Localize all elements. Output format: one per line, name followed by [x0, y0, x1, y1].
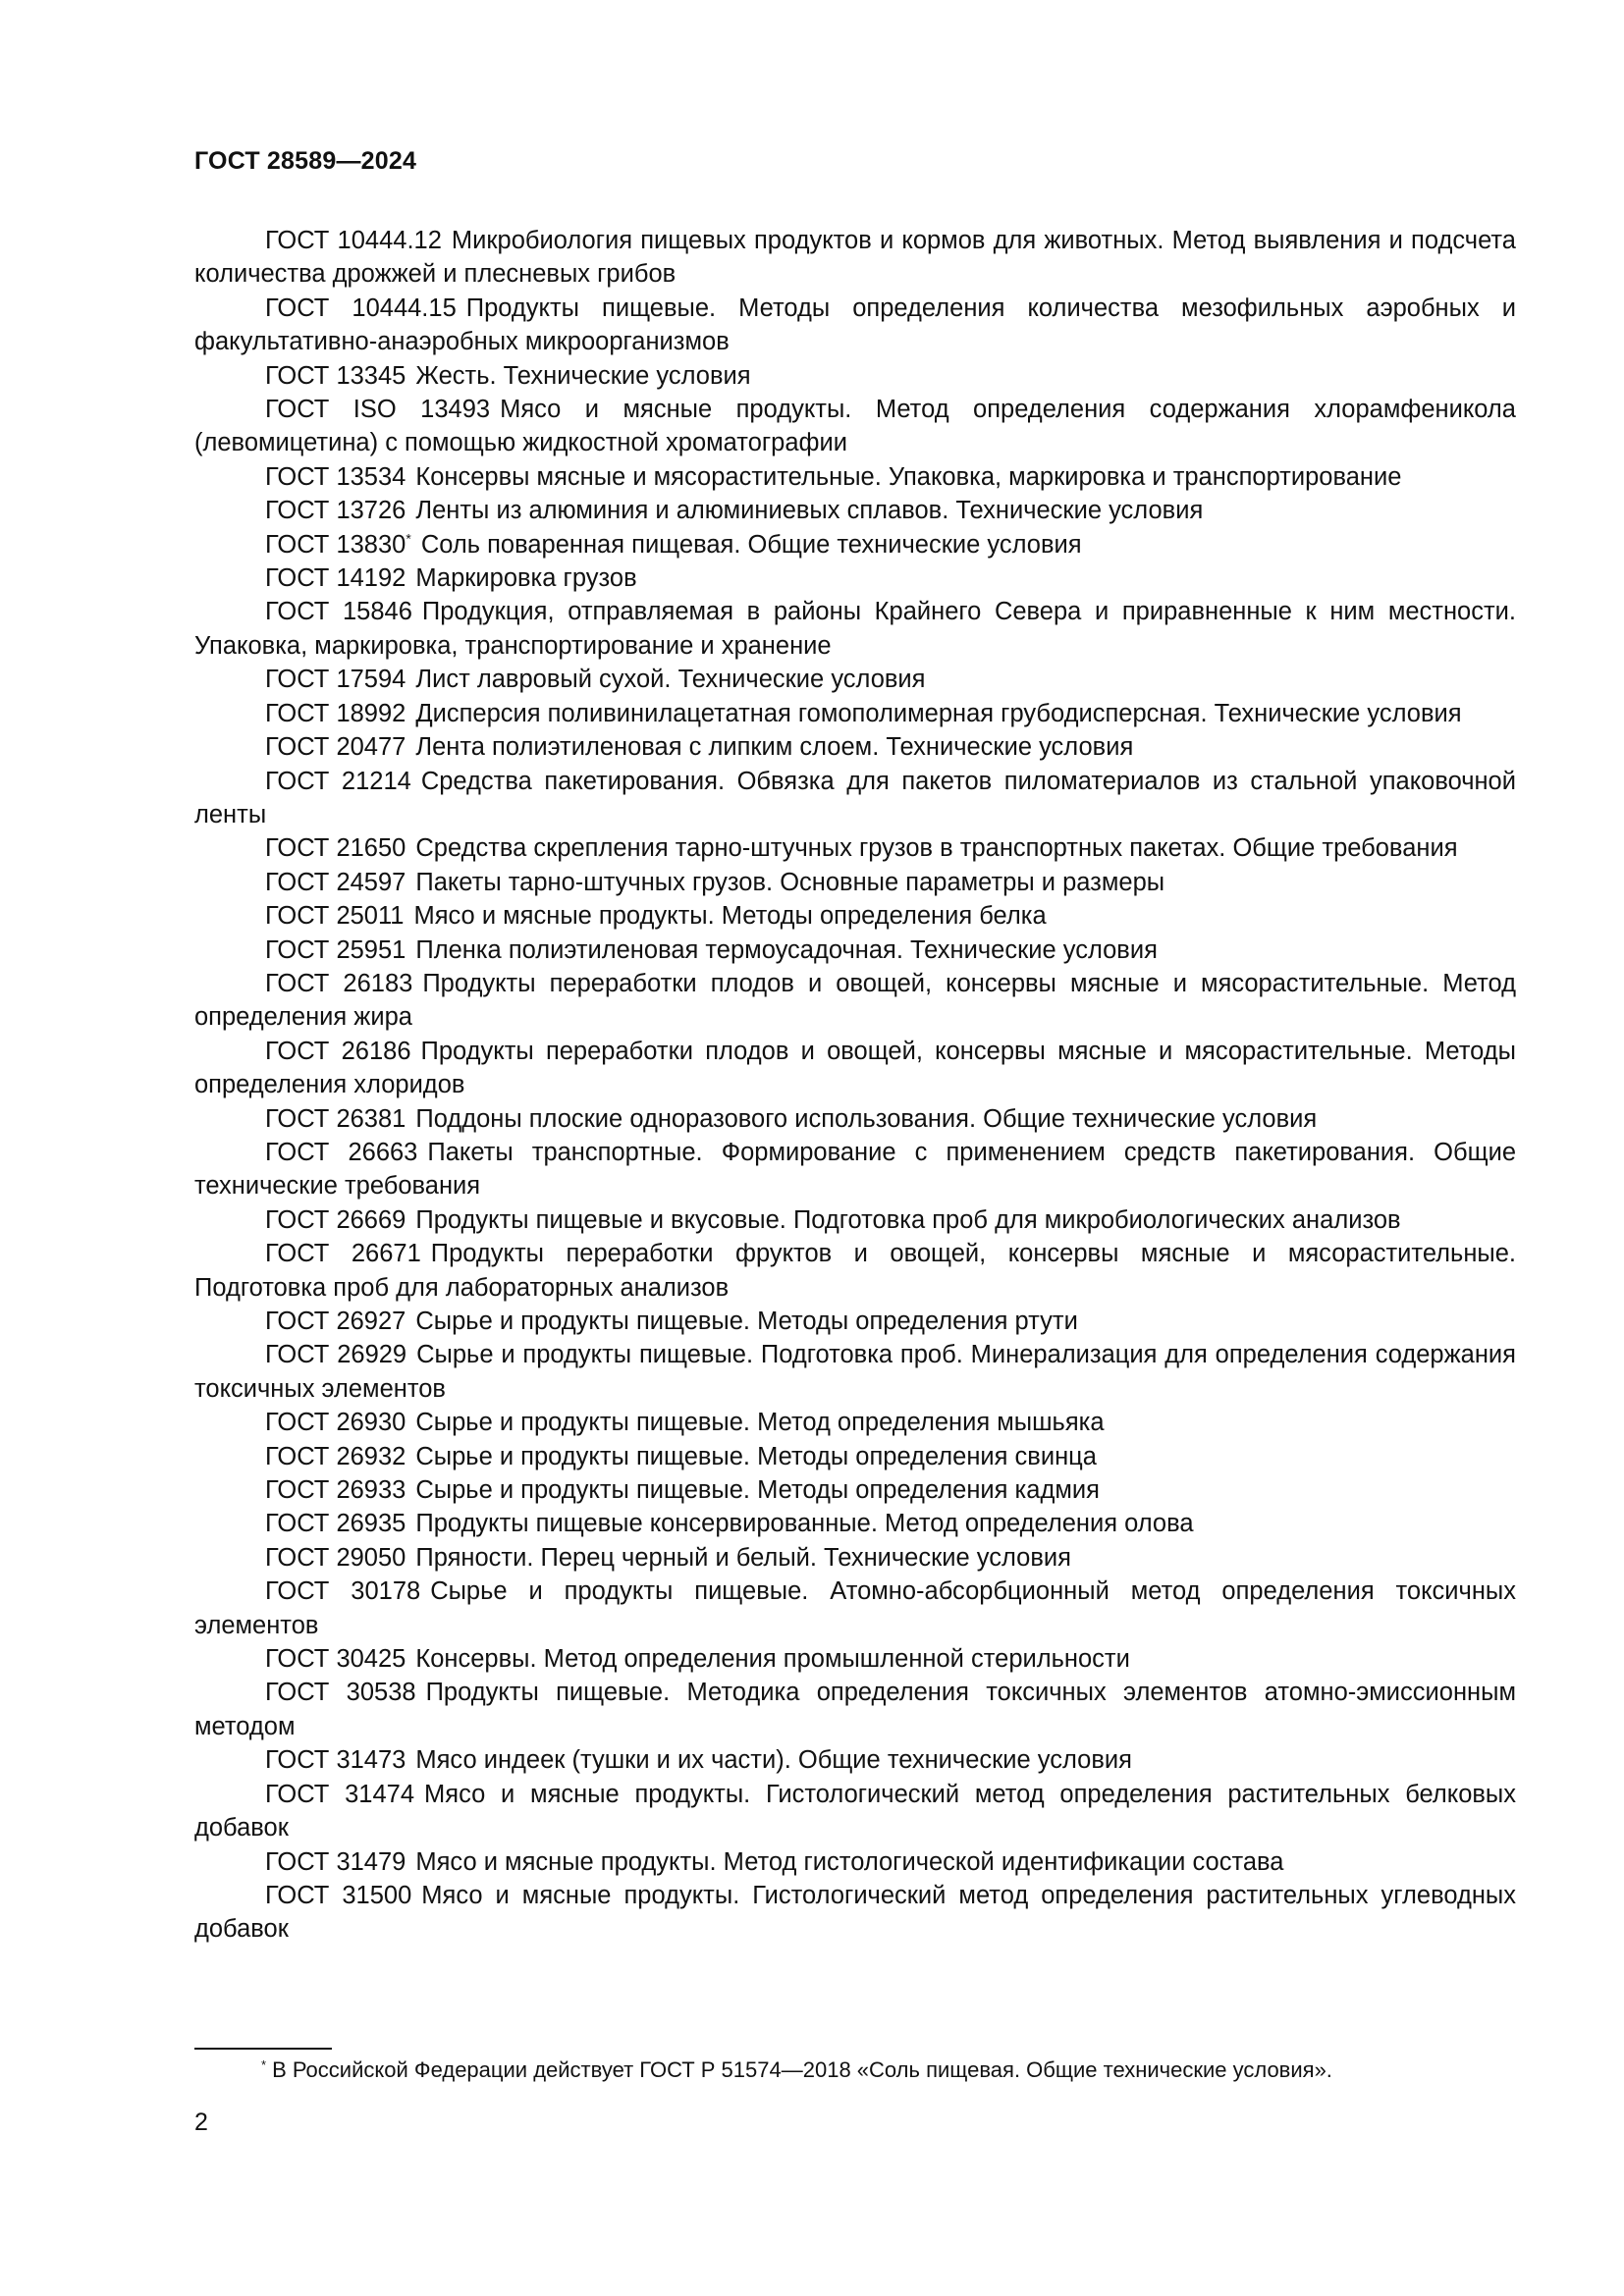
reference-item [194, 967, 1516, 1035]
reference-title: Пряности. Перец черный и белый. Технические условия [415, 1543, 1071, 1572]
reference-item [194, 1237, 1516, 1305]
reference-item [194, 1541, 1516, 1575]
reference-code: ГОСТ 13534 [265, 462, 406, 491]
reference-item [194, 1338, 1516, 1406]
reference-item [194, 730, 1516, 764]
footnote-reference-mark: * [406, 530, 411, 547]
reference-item [194, 1305, 1516, 1338]
reference-item [194, 866, 1516, 899]
footnote-divider [194, 2048, 332, 2050]
reference-code: ГОСТ 26381 [265, 1104, 406, 1133]
reference-item [194, 494, 1516, 527]
reference-title: Поддоны плоские одноразового использования. Общие технические условия [415, 1104, 1318, 1133]
document-header: ГОСТ 28589—2024 [194, 147, 417, 175]
reference-code: ГОСТ 13726 [265, 497, 406, 525]
reference-title: Пакеты тарно-штучных грузов. Основные параметры и размеры [415, 868, 1165, 896]
reference-code: ГОСТ 25951 [265, 935, 406, 964]
reference-code: ГОСТ 29050 [265, 1543, 406, 1572]
reference-code: ГОСТ 14192 [265, 564, 406, 593]
reference-item [194, 934, 1516, 967]
reference-item [194, 224, 1516, 292]
reference-title: Лист лавровый сухой. Технические условия [415, 666, 926, 694]
reference-code: ГОСТ 26183 [265, 969, 413, 997]
reference-code: ГОСТ 21650 [265, 834, 406, 863]
footnote-text: В Российской Федерации действует ГОСТ Р 51574—2018 «Соль пищевая. Общие технические условия». [272, 2057, 1332, 2082]
reference-title: Мясо и мясные продукты. Методы определения белка [413, 902, 1047, 931]
reference-title: Консервы. Метод определения промышленной стерильности [415, 1645, 1130, 1674]
reference-item [194, 528, 1516, 561]
reference-code: ГОСТ 25011 [265, 902, 405, 931]
reference-title: Мясо и мясные продукты. Метод гистологической идентификации состава [415, 1847, 1284, 1876]
reference-code: ГОСТ ISO 13493 [265, 396, 491, 424]
reference-title: Средства скрепления тарно-штучных грузов в транспортных пакетах. Общие требования [415, 834, 1458, 863]
reference-item [194, 595, 1516, 663]
reference-title: Мясо индеек (тушки и их части). Общие технические условия [415, 1746, 1132, 1775]
reference-item [194, 1035, 1516, 1102]
reference-title: Ленты из алюминия и алюминиевых сплавов. Технические условия [415, 497, 1204, 525]
reference-code: ГОСТ 26927 [265, 1308, 406, 1335]
reference-title: Продукты пищевые. Методика определения токсичных элементов атомно-эмиссионным методом [194, 1679, 1516, 1740]
reference-code: ГОСТ 21214 [265, 767, 411, 795]
reference-code: ГОСТ 13345 [265, 361, 406, 390]
reference-title: Микробиология пищевых продуктов и кормов для животных. Метод выявления и подсчета количества дрожжей и плесневых грибов [194, 227, 1516, 289]
reference-title: Сырье и продукты пищевые. Методы определения ртути [415, 1308, 1078, 1335]
reference-item [194, 393, 1516, 460]
reference-item [194, 1778, 1516, 1845]
reference-title: Сырье и продукты пищевые. Методы определения кадмия [415, 1476, 1100, 1505]
reference-item [194, 460, 1516, 494]
reference-code: ГОСТ 26933 [265, 1476, 406, 1505]
reference-title: Сырье и продукты пищевые. Методы определения свинца [415, 1442, 1097, 1470]
reference-item [194, 831, 1516, 865]
reference-item [194, 1642, 1516, 1676]
reference-title: Продукты переработки плодов и овощей, консервы мясные и мясорастительные. Методы определения хлоридов [194, 1037, 1516, 1099]
reference-code: ГОСТ 24597 [265, 868, 406, 896]
reference-code: ГОСТ 26669 [265, 1205, 406, 1234]
reference-item [194, 1845, 1516, 1879]
reference-title: Продукты пищевые. Методы определения количества мезофильных аэробных и факультативно-анаэробных микроорганизмов [194, 294, 1516, 356]
reference-item [194, 765, 1516, 832]
reference-title: Продукты переработки фруктов и овощей, консервы мясные и мясорастительные. Подготовка проб для лабораторных анализов [194, 1240, 1516, 1302]
reference-title: Сырье и продукты пищевые. Метод определения мышьяка [415, 1409, 1105, 1437]
reference-title: Маркировка грузов [415, 564, 637, 593]
reference-code: ГОСТ 10444.15 [265, 294, 457, 322]
reference-code: ГОСТ 30178 [265, 1577, 421, 1606]
reference-code: ГОСТ 26663 [265, 1138, 418, 1166]
page-number: 2 [194, 2109, 208, 2136]
reference-code: ГОСТ 30538 [265, 1679, 416, 1707]
reference-title: Жесть. Технические условия [415, 361, 751, 390]
reference-title: Дисперсия поливинилацетатная гомополимерная грубодисперсная. Технические условия [415, 699, 1462, 727]
reference-item [194, 697, 1516, 730]
reference-title: Продукты переработки плодов и овощей, консервы мясные и мясорастительные. Метод определения жира [194, 969, 1516, 1032]
reference-code: ГОСТ 31500 [265, 1881, 412, 1909]
reference-item [194, 561, 1516, 595]
reference-title: Консервы мясные и мясорастительные. Упаковка, маркировка и транспортирование [415, 462, 1402, 491]
reference-item [194, 899, 1516, 933]
reference-code: ГОСТ 17594 [265, 666, 406, 694]
reference-title: Мясо и мясные продукты. Гистологический метод определения растительных белковых добавок [194, 1780, 1517, 1842]
reference-item [194, 359, 1516, 393]
reference-title: Мясо и мясные продукты. Метод определения содержания хлорамфеникола (левомицетина) с помощью жидкостной хроматографии [194, 396, 1516, 457]
reference-code: ГОСТ 20477 [265, 733, 406, 762]
reference-item [194, 1676, 1516, 1743]
reference-code: ГОСТ 26932 [265, 1442, 406, 1470]
reference-code: ГОСТ 26186 [265, 1037, 411, 1065]
reference-item [194, 1575, 1516, 1642]
reference-title: Соль поваренная пищевая. Общие технические условия [420, 530, 1082, 559]
reference-code: ГОСТ 18992 [265, 699, 406, 727]
reference-title: Сырье и продукты пищевые. Атомно-абсорбционный метод определения токсичных элементов [194, 1577, 1516, 1639]
reference-code: ГОСТ 31474 [265, 1780, 415, 1808]
reference-code: ГОСТ 30425 [265, 1645, 406, 1674]
reference-title: Средства пакетирования. Обвязка для пакетов пиломатериалов из стальной упаковочной ленты [194, 767, 1516, 828]
reference-code: ГОСТ 15846 [265, 598, 412, 626]
reference-item [194, 1473, 1516, 1507]
footnote-mark: * [261, 2056, 267, 2072]
reference-title: Пакеты транспортные. Формирование с применением средств пакетирования. Общие технические требования [194, 1138, 1517, 1201]
reference-code: ГОСТ 31473 [265, 1746, 406, 1775]
reference-item [194, 1743, 1516, 1777]
reference-code: ГОСТ 26930 [265, 1409, 406, 1437]
reference-title: Мясо и мясные продукты. Гистологический метод определения растительных углеводных добавок [194, 1881, 1516, 1944]
reference-item [194, 1440, 1516, 1473]
reference-code: ГОСТ 13830 [265, 530, 406, 559]
reference-item [194, 1507, 1516, 1540]
reference-item [194, 663, 1516, 696]
footnote [261, 2056, 1518, 2085]
reference-title: Лента полиэтиленовая с липким слоем. Технические условия [415, 733, 1134, 762]
reference-code: ГОСТ 26929 [265, 1341, 407, 1369]
reference-item [194, 1102, 1516, 1136]
normative-references-list [194, 224, 1516, 1947]
reference-item [194, 1879, 1516, 1947]
reference-item [194, 1203, 1516, 1237]
reference-title: Продукция, отправляемая в районы Крайнего Севера и приравненные к ним местности. Упаковка, маркировка, транспортирование и хранение [194, 598, 1516, 660]
reference-code: ГОСТ 26671 [265, 1240, 421, 1268]
reference-item [194, 1406, 1516, 1439]
reference-item [194, 292, 1516, 359]
reference-code: ГОСТ 26935 [265, 1510, 406, 1538]
reference-item [194, 1136, 1516, 1203]
reference-title: Сырье и продукты пищевые. Подготовка проб. Минерализация для определения содержания токсичных элементов [194, 1341, 1516, 1403]
reference-title: Продукты пищевые консервированные. Метод определения олова [415, 1510, 1194, 1538]
reference-title: Пленка полиэтиленовая термоусадочная. Технические условия [415, 935, 1158, 964]
reference-title: Продукты пищевые и вкусовые. Подготовка проб для микробиологических анализов [415, 1205, 1401, 1234]
reference-code: ГОСТ 31479 [265, 1847, 406, 1876]
reference-code: ГОСТ 10444.12 [265, 227, 442, 254]
